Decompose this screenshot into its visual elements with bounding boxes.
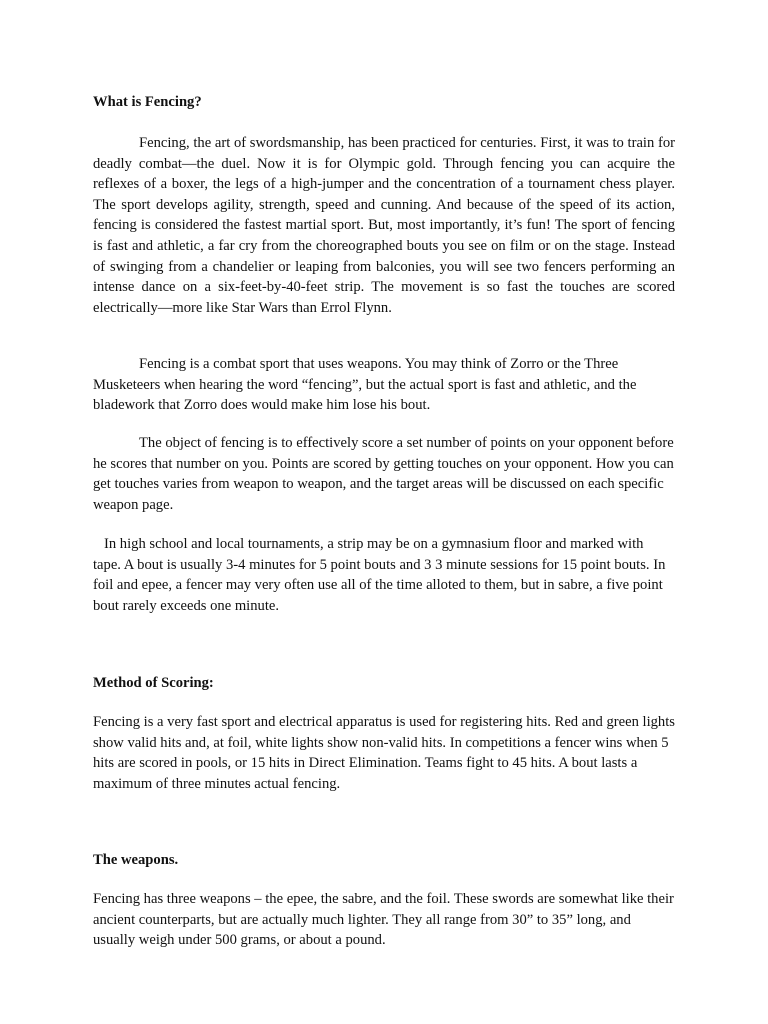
paragraph-scoring: Fencing is a very fast sport and electrical apparatus is used for registering hits. Red and green lights show valid hits and, at foil, white lights show non-valid hits. In competitions a fencer wins when 5 hits are scored in pools, or 15 hits in Direct Elimination. Teams fight to 45 hits. A bout lasts a maximum of three minutes actual fencing. — [93, 714, 675, 792]
paragraph-tournaments: In high school and local tournaments, a strip may be on a gymnasium floor and marked with tape. A bout is usually 3-4 minutes for 5 point bouts and 3 3 minute sessions for 15 point bouts. In foil and epee, a fencer may very often use all of the time alloted to them, but in sabre, a five point bout rarely exceeds one minute. — [93, 536, 666, 614]
paragraph-object-of-fencing: The object of fencing is to effectively score a set number of points on your opponent before he scores that number on you. Points are scored by getting touches on your opponent. How you can get touches varies from weapon to weapon, and the target areas will be discussed on each specific weapon page. — [93, 435, 674, 513]
section-heading-the-weapons: The weapons. — [93, 852, 179, 868]
section-heading-what-is-fencing: What is Fencing? — [93, 94, 202, 110]
paragraph-combat-sport: Fencing is a combat sport that uses weapons. You may think of Zorro or the Three Musketeers when hearing the word “fencing”, but the actual sport is fast and athletic, and the bladework that Zorro does would make him lose his bout. — [93, 356, 637, 414]
paragraph-fencing-history: Fencing, the art of swordsmanship, has been practiced for centuries. First, it was to train for deadly combat—the duel. Now it is for Olympic gold. Through fencing you can acquire the reflexes of a boxer, the legs of a high-jumper and the concentration of a tournament chess player. The sport develops agility, strength, speed and cunning. And because of the speed of its action, fencing is considered the fastest martial sport. But, most importantly, it’s fun! The sport of fencing is fast and athletic, a far cry from the choreographed bouts you see on film or on the stage. Instead of swinging from a chandelier or leaping from balconies, you will see two fencers performing an intense dance on a six-feet-by-40-feet strip. The movement is so fast the touches are scored electrically—more like Star Wars than Errol Flynn. — [93, 135, 675, 316]
paragraph-weapons: Fencing has three weapons – the epee, the sabre, and the foil. These swords are somewhat like their ancient counterparts, but are actually much lighter. They all range from 30” to 35” long, and usually weigh under 500 grams, or about a pound. — [93, 891, 674, 949]
section-heading-method-of-scoring: Method of Scoring: — [93, 675, 214, 691]
